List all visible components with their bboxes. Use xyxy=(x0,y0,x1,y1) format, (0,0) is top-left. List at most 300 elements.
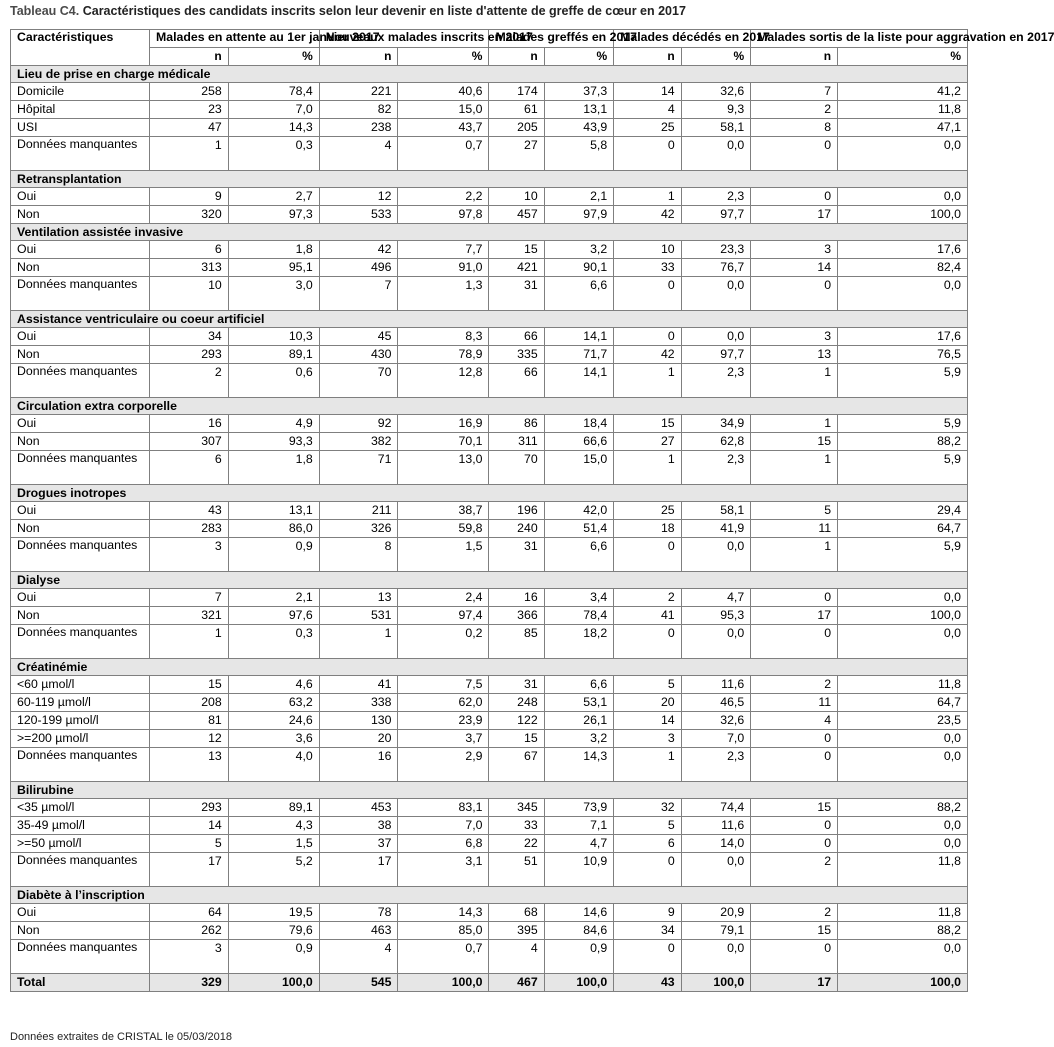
count-cell: 45 xyxy=(319,328,398,346)
count-cell: 71 xyxy=(319,451,398,485)
subheader-pct: % xyxy=(228,48,319,66)
table-row xyxy=(11,83,968,101)
total-percent-cell: 100,0 xyxy=(544,974,614,992)
percent-cell: 0,9 xyxy=(228,940,319,974)
count-cell: 47 xyxy=(150,119,229,137)
count-cell: 0 xyxy=(614,940,681,974)
count-cell: 1 xyxy=(150,625,229,659)
count-cell: 1 xyxy=(319,625,398,659)
count-cell: 70 xyxy=(319,364,398,398)
total-count-cell: 467 xyxy=(489,974,544,992)
total-count-cell: 43 xyxy=(614,974,681,992)
count-cell: 211 xyxy=(319,502,398,520)
count-cell: 11 xyxy=(751,694,838,712)
count-cell: 463 xyxy=(319,922,398,940)
count-cell: 17 xyxy=(319,853,398,887)
row-label: Données manquantes xyxy=(11,853,150,887)
count-cell: 196 xyxy=(489,502,544,520)
table-title: Caractéristiques des candidats inscrits selon leur devenir en liste d'attente de greffe de cœur en 2017 xyxy=(82,4,686,18)
percent-cell: 4,7 xyxy=(681,589,751,607)
percent-cell: 86,0 xyxy=(228,520,319,538)
percent-cell: 89,1 xyxy=(228,346,319,364)
percent-cell: 3,6 xyxy=(228,730,319,748)
table-row xyxy=(11,940,968,974)
percent-cell: 19,5 xyxy=(228,904,319,922)
subheader-pct: % xyxy=(398,48,489,66)
count-cell: 10 xyxy=(614,241,681,259)
table-row xyxy=(11,277,968,311)
row-label: <35 µmol/l xyxy=(11,799,150,817)
percent-cell: 15,0 xyxy=(398,101,489,119)
count-cell: 82 xyxy=(319,101,398,119)
percent-cell: 23,9 xyxy=(398,712,489,730)
count-cell: 25 xyxy=(614,502,681,520)
count-cell: 8 xyxy=(751,119,838,137)
percent-cell: 78,4 xyxy=(228,83,319,101)
percent-cell: 3,1 xyxy=(398,853,489,887)
percent-cell: 3,2 xyxy=(544,730,614,748)
percent-cell: 0,0 xyxy=(681,277,751,311)
count-cell: 3 xyxy=(751,241,838,259)
count-cell: 20 xyxy=(319,730,398,748)
count-cell: 0 xyxy=(751,730,838,748)
percent-cell: 2,1 xyxy=(228,589,319,607)
percent-cell: 9,3 xyxy=(681,101,751,119)
count-cell: 3 xyxy=(150,940,229,974)
section-title: Drogues inotropes xyxy=(11,485,968,502)
percent-cell: 29,4 xyxy=(838,502,968,520)
count-cell: 453 xyxy=(319,799,398,817)
percent-cell: 43,9 xyxy=(544,119,614,137)
percent-cell: 97,7 xyxy=(681,206,751,224)
count-cell: 174 xyxy=(489,83,544,101)
row-label: Données manquantes xyxy=(11,277,150,311)
table-row xyxy=(11,538,968,572)
percent-cell: 11,8 xyxy=(838,676,968,694)
table-row xyxy=(11,259,968,277)
percent-cell: 43,7 xyxy=(398,119,489,137)
table-row xyxy=(11,502,968,520)
percent-cell: 89,1 xyxy=(228,799,319,817)
row-label: Non xyxy=(11,607,150,625)
count-cell: 9 xyxy=(150,188,229,206)
count-cell: 395 xyxy=(489,922,544,940)
percent-cell: 1,5 xyxy=(228,835,319,853)
count-cell: 27 xyxy=(489,137,544,171)
percent-cell: 4,7 xyxy=(544,835,614,853)
count-cell: 10 xyxy=(489,188,544,206)
percent-cell: 71,7 xyxy=(544,346,614,364)
table-row xyxy=(11,835,968,853)
table-number: Tableau C4. xyxy=(10,4,80,18)
count-cell: 1 xyxy=(751,415,838,433)
table-row xyxy=(11,676,968,694)
percent-cell: 0,3 xyxy=(228,137,319,171)
header-grafted: Malades greffés en 2017 xyxy=(489,30,614,48)
subheader-n: n xyxy=(150,48,229,66)
count-cell: 0 xyxy=(751,940,838,974)
percent-cell: 100,0 xyxy=(838,607,968,625)
count-cell: 4 xyxy=(751,712,838,730)
percent-cell: 79,6 xyxy=(228,922,319,940)
percent-cell: 0,0 xyxy=(838,277,968,311)
count-cell: 42 xyxy=(319,241,398,259)
percent-cell: 7,1 xyxy=(544,817,614,835)
count-cell: 366 xyxy=(489,607,544,625)
table-row xyxy=(11,853,968,887)
percent-cell: 14,3 xyxy=(228,119,319,137)
percent-cell: 0,9 xyxy=(228,538,319,572)
percent-cell: 97,7 xyxy=(681,346,751,364)
count-cell: 70 xyxy=(489,451,544,485)
table-row xyxy=(11,451,968,485)
total-count-cell: 545 xyxy=(319,974,398,992)
count-cell: 0 xyxy=(614,853,681,887)
percent-cell: 11,8 xyxy=(838,101,968,119)
percent-cell: 13,0 xyxy=(398,451,489,485)
count-cell: 4 xyxy=(489,940,544,974)
count-cell: 496 xyxy=(319,259,398,277)
row-label: Non xyxy=(11,520,150,538)
count-cell: 2 xyxy=(751,676,838,694)
section-title: Circulation extra corporelle xyxy=(11,398,968,415)
percent-cell: 6,6 xyxy=(544,277,614,311)
percent-cell: 0,7 xyxy=(398,940,489,974)
percent-cell: 17,6 xyxy=(838,241,968,259)
count-cell: 421 xyxy=(489,259,544,277)
count-cell: 31 xyxy=(489,538,544,572)
table-row xyxy=(11,625,968,659)
subheader-pct: % xyxy=(838,48,968,66)
row-label: 35-49 µmol/l xyxy=(11,817,150,835)
table-row xyxy=(11,101,968,119)
row-label: Non xyxy=(11,206,150,224)
percent-cell: 1,5 xyxy=(398,538,489,572)
total-count-cell: 329 xyxy=(150,974,229,992)
percent-cell: 38,7 xyxy=(398,502,489,520)
count-cell: 15 xyxy=(751,433,838,451)
percent-cell: 0,0 xyxy=(681,940,751,974)
table-row xyxy=(11,712,968,730)
percent-cell: 14,3 xyxy=(398,904,489,922)
count-cell: 4 xyxy=(614,101,681,119)
count-cell: 221 xyxy=(319,83,398,101)
percent-cell: 5,9 xyxy=(838,538,968,572)
row-label: Données manquantes xyxy=(11,137,150,171)
header-waiting: Malades en attente au 1er janvier 2017 xyxy=(150,30,320,48)
section-title: Dialyse xyxy=(11,572,968,589)
percent-cell: 47,1 xyxy=(838,119,968,137)
percent-cell: 0,0 xyxy=(838,835,968,853)
section-title: Assistance ventriculaire ou coeur artificiel xyxy=(11,311,968,328)
total-percent-cell: 100,0 xyxy=(398,974,489,992)
subheader-pct: % xyxy=(544,48,614,66)
count-cell: 67 xyxy=(489,748,544,782)
percent-cell: 2,2 xyxy=(398,188,489,206)
subheader-pct: % xyxy=(681,48,751,66)
count-cell: 326 xyxy=(319,520,398,538)
percent-cell: 62,8 xyxy=(681,433,751,451)
percent-cell: 5,9 xyxy=(838,451,968,485)
count-cell: 31 xyxy=(489,676,544,694)
row-label: Domicile xyxy=(11,83,150,101)
row-label: Données manquantes xyxy=(11,451,150,485)
count-cell: 81 xyxy=(150,712,229,730)
count-cell: 43 xyxy=(150,502,229,520)
count-cell: 15 xyxy=(150,676,229,694)
percent-cell: 90,1 xyxy=(544,259,614,277)
count-cell: 14 xyxy=(614,712,681,730)
count-cell: 78 xyxy=(319,904,398,922)
count-cell: 0 xyxy=(614,538,681,572)
percent-cell: 6,6 xyxy=(544,676,614,694)
percent-cell: 37,3 xyxy=(544,83,614,101)
count-cell: 208 xyxy=(150,694,229,712)
count-cell: 2 xyxy=(614,589,681,607)
row-label: Non xyxy=(11,922,150,940)
row-label: 60-119 µmol/l xyxy=(11,694,150,712)
percent-cell: 40,6 xyxy=(398,83,489,101)
percent-cell: 18,4 xyxy=(544,415,614,433)
percent-cell: 7,5 xyxy=(398,676,489,694)
percent-cell: 84,6 xyxy=(544,922,614,940)
count-cell: 457 xyxy=(489,206,544,224)
percent-cell: 76,5 xyxy=(838,346,968,364)
count-cell: 345 xyxy=(489,799,544,817)
count-cell: 8 xyxy=(319,538,398,572)
count-cell: 22 xyxy=(489,835,544,853)
count-cell: 0 xyxy=(751,188,838,206)
row-label: Données manquantes xyxy=(11,538,150,572)
count-cell: 32 xyxy=(614,799,681,817)
table-body xyxy=(11,66,968,992)
count-cell: 68 xyxy=(489,904,544,922)
table-row xyxy=(11,206,968,224)
count-cell: 64 xyxy=(150,904,229,922)
count-cell: 33 xyxy=(614,259,681,277)
count-cell: 16 xyxy=(489,589,544,607)
count-cell: 23 xyxy=(150,101,229,119)
percent-cell: 85,0 xyxy=(398,922,489,940)
percent-cell: 97,6 xyxy=(228,607,319,625)
section-header-row xyxy=(11,659,968,676)
count-cell: 85 xyxy=(489,625,544,659)
percent-cell: 5,2 xyxy=(228,853,319,887)
row-label: Oui xyxy=(11,904,150,922)
row-label: Oui xyxy=(11,241,150,259)
section-header-row xyxy=(11,224,968,241)
count-cell: 34 xyxy=(614,922,681,940)
table-row xyxy=(11,364,968,398)
percent-cell: 3,0 xyxy=(228,277,319,311)
subheader-n: n xyxy=(489,48,544,66)
count-cell: 262 xyxy=(150,922,229,940)
count-cell: 1 xyxy=(751,538,838,572)
count-cell: 66 xyxy=(489,364,544,398)
table-row xyxy=(11,119,968,137)
section-title: Créatinémie xyxy=(11,659,968,676)
count-cell: 533 xyxy=(319,206,398,224)
count-cell: 0 xyxy=(614,328,681,346)
count-cell: 16 xyxy=(319,748,398,782)
count-cell: 122 xyxy=(489,712,544,730)
percent-cell: 51,4 xyxy=(544,520,614,538)
count-cell: 6 xyxy=(150,451,229,485)
percent-cell: 11,8 xyxy=(838,853,968,887)
table-caption xyxy=(10,4,686,18)
percent-cell: 64,7 xyxy=(838,694,968,712)
count-cell: 313 xyxy=(150,259,229,277)
section-title: Ventilation assistée invasive xyxy=(11,224,968,241)
percent-cell: 79,1 xyxy=(681,922,751,940)
count-cell: 238 xyxy=(319,119,398,137)
count-cell: 16 xyxy=(150,415,229,433)
count-cell: 27 xyxy=(614,433,681,451)
percent-cell: 3,2 xyxy=(544,241,614,259)
count-cell: 311 xyxy=(489,433,544,451)
percent-cell: 7,0 xyxy=(681,730,751,748)
percent-cell: 10,9 xyxy=(544,853,614,887)
total-percent-cell: 100,0 xyxy=(681,974,751,992)
percent-cell: 70,1 xyxy=(398,433,489,451)
count-cell: 41 xyxy=(614,607,681,625)
percent-cell: 7,0 xyxy=(398,817,489,835)
row-label: >=50 µmol/l xyxy=(11,835,150,853)
count-cell: 1 xyxy=(614,188,681,206)
percent-cell: 23,3 xyxy=(681,241,751,259)
count-cell: 5 xyxy=(614,676,681,694)
percent-cell: 12,8 xyxy=(398,364,489,398)
total-label: Total xyxy=(11,974,150,992)
row-label: USI xyxy=(11,119,150,137)
table-row xyxy=(11,922,968,940)
count-cell: 41 xyxy=(319,676,398,694)
row-label: Non xyxy=(11,259,150,277)
percent-cell: 63,2 xyxy=(228,694,319,712)
percent-cell: 97,3 xyxy=(228,206,319,224)
table-row xyxy=(11,346,968,364)
table-row xyxy=(11,589,968,607)
count-cell: 0 xyxy=(751,625,838,659)
percent-cell: 0,0 xyxy=(838,188,968,206)
percent-cell: 0,0 xyxy=(838,137,968,171)
percent-cell: 3,7 xyxy=(398,730,489,748)
percent-cell: 2,1 xyxy=(544,188,614,206)
table-row xyxy=(11,904,968,922)
subheader-row xyxy=(11,48,968,66)
percent-cell: 97,8 xyxy=(398,206,489,224)
count-cell: 15 xyxy=(614,415,681,433)
percent-cell: 6,6 xyxy=(544,538,614,572)
subheader-n: n xyxy=(751,48,838,66)
percent-cell: 4,3 xyxy=(228,817,319,835)
count-cell: 293 xyxy=(150,346,229,364)
percent-cell: 14,0 xyxy=(681,835,751,853)
count-cell: 1 xyxy=(150,137,229,171)
percent-cell: 83,1 xyxy=(398,799,489,817)
count-cell: 3 xyxy=(614,730,681,748)
percent-cell: 78,9 xyxy=(398,346,489,364)
percent-cell: 0,6 xyxy=(228,364,319,398)
count-cell: 42 xyxy=(614,206,681,224)
percent-cell: 93,3 xyxy=(228,433,319,451)
count-cell: 17 xyxy=(751,206,838,224)
percent-cell: 20,9 xyxy=(681,904,751,922)
row-label: Données manquantes xyxy=(11,940,150,974)
percent-cell: 7,7 xyxy=(398,241,489,259)
percent-cell: 2,9 xyxy=(398,748,489,782)
count-cell: 430 xyxy=(319,346,398,364)
header-row xyxy=(11,30,968,48)
count-cell: 34 xyxy=(150,328,229,346)
count-cell: 2 xyxy=(751,904,838,922)
percent-cell: 88,2 xyxy=(838,799,968,817)
table-row xyxy=(11,328,968,346)
count-cell: 51 xyxy=(489,853,544,887)
count-cell: 6 xyxy=(614,835,681,853)
percent-cell: 32,6 xyxy=(681,712,751,730)
count-cell: 0 xyxy=(614,625,681,659)
count-cell: 37 xyxy=(319,835,398,853)
count-cell: 12 xyxy=(319,188,398,206)
percent-cell: 4,9 xyxy=(228,415,319,433)
count-cell: 205 xyxy=(489,119,544,137)
row-label: Oui xyxy=(11,589,150,607)
count-cell: 5 xyxy=(751,502,838,520)
percent-cell: 41,9 xyxy=(681,520,751,538)
percent-cell: 0,3 xyxy=(228,625,319,659)
count-cell: 5 xyxy=(150,835,229,853)
count-cell: 3 xyxy=(150,538,229,572)
percent-cell: 0,0 xyxy=(838,589,968,607)
count-cell: 321 xyxy=(150,607,229,625)
characteristics-table xyxy=(10,29,1054,992)
total-percent-cell: 100,0 xyxy=(838,974,968,992)
percent-cell: 2,3 xyxy=(681,364,751,398)
count-cell: 38 xyxy=(319,817,398,835)
table-row xyxy=(11,694,968,712)
row-label: Données manquantes xyxy=(11,625,150,659)
percent-cell: 100,0 xyxy=(838,206,968,224)
percent-cell: 14,6 xyxy=(544,904,614,922)
percent-cell: 0,0 xyxy=(838,817,968,835)
count-cell: 2 xyxy=(751,101,838,119)
section-header-row xyxy=(11,485,968,502)
count-cell: 2 xyxy=(751,853,838,887)
percent-cell: 2,3 xyxy=(681,188,751,206)
row-label: Données manquantes xyxy=(11,748,150,782)
percent-cell: 5,9 xyxy=(838,415,968,433)
count-cell: 1 xyxy=(751,451,838,485)
section-title: Diabète à l’inscription xyxy=(11,887,968,904)
table-row xyxy=(11,730,968,748)
percent-cell: 6,8 xyxy=(398,835,489,853)
percent-cell: 0,0 xyxy=(681,137,751,171)
count-cell: 338 xyxy=(319,694,398,712)
percent-cell: 58,1 xyxy=(681,119,751,137)
percent-cell: 97,9 xyxy=(544,206,614,224)
percent-cell: 41,2 xyxy=(838,83,968,101)
row-label: >=200 µmol/l xyxy=(11,730,150,748)
percent-cell: 0,7 xyxy=(398,137,489,171)
count-cell: 7 xyxy=(751,83,838,101)
table-row xyxy=(11,415,968,433)
percent-cell: 11,6 xyxy=(681,817,751,835)
count-cell: 14 xyxy=(614,83,681,101)
header-removed: Malades sortis de la liste pour aggravation en 2017 xyxy=(751,30,968,48)
count-cell: 248 xyxy=(489,694,544,712)
count-cell: 382 xyxy=(319,433,398,451)
